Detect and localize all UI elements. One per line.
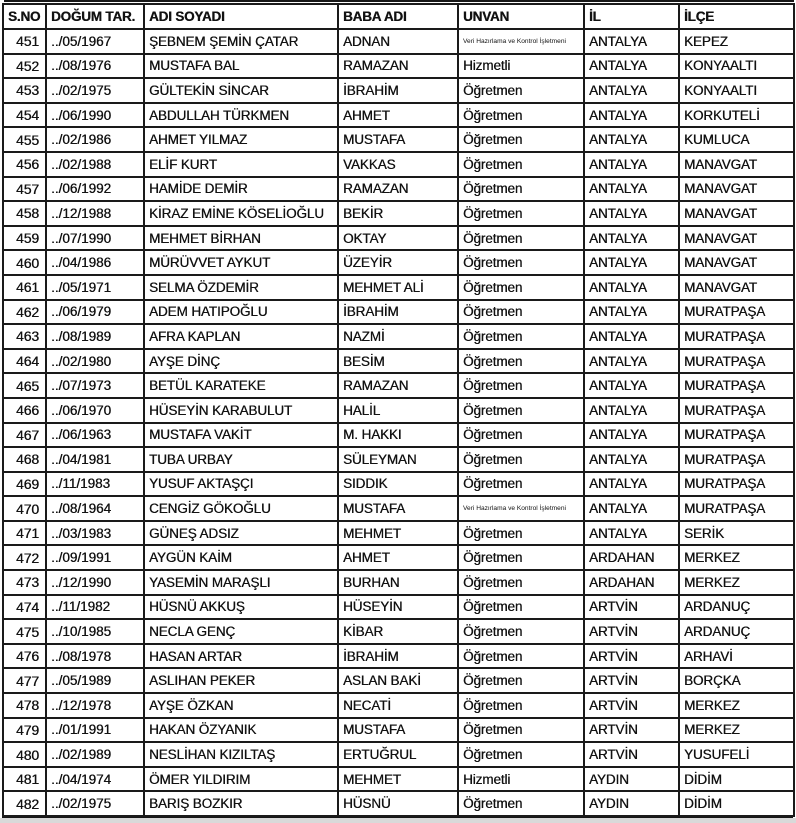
cell-ilce: MANAVGAT	[679, 275, 794, 300]
cell-sno: 481	[3, 767, 46, 792]
cell-adi-soyadi: ŞEBNEM ŞEMİN ÇATAR	[144, 29, 338, 54]
cell-adi-soyadi: HÜSEYİN KARABULUT	[144, 398, 338, 423]
cell-sno: 453	[3, 78, 46, 103]
cell-ilce: MANAVGAT	[679, 250, 794, 275]
cell-il: ANTALYA	[584, 496, 679, 521]
cell-baba-adi: İBRAHİM	[338, 644, 458, 669]
cell-baba-adi: HÜSNÜ	[338, 791, 458, 816]
cell-adi-soyadi: MÜRÜVVET AYKUT	[144, 250, 338, 275]
cell-adi-soyadi: AHMET YILMAZ	[144, 127, 338, 152]
cell-il: ANTALYA	[584, 226, 679, 251]
cell-ilce: MURATPAŞA	[679, 324, 794, 349]
cell-ilce: SERİK	[679, 521, 794, 546]
cell-adi-soyadi: SELMA ÖZDEMİR	[144, 275, 338, 300]
column-header-unvan: UNVAN	[458, 4, 584, 29]
cell-sno: 472	[3, 545, 46, 570]
cell-baba-adi: NAZMİ	[338, 324, 458, 349]
table-row	[3, 250, 794, 275]
column-header-sno: S.NO	[3, 4, 46, 29]
cell-dogum-tar: ../04/1974	[46, 767, 144, 792]
table-row	[3, 668, 794, 693]
cell-baba-adi: ADNAN	[338, 29, 458, 54]
cell-dogum-tar: ../05/1971	[46, 275, 144, 300]
cell-unvan: Öğretmen	[458, 472, 584, 497]
table-row	[3, 545, 794, 570]
table-row	[3, 103, 794, 128]
cell-il: ARTVİN	[584, 644, 679, 669]
cell-unvan: Öğretmen	[458, 78, 584, 103]
table-row	[3, 349, 794, 374]
cell-il: ANTALYA	[584, 177, 679, 202]
table-row	[3, 693, 794, 718]
cell-sno: 457	[3, 177, 46, 202]
cell-adi-soyadi: NESLİHAN KIZILTAŞ	[144, 742, 338, 767]
cell-dogum-tar: ../05/1967	[46, 29, 144, 54]
cell-unvan: Öğretmen	[458, 226, 584, 251]
cell-dogum-tar: ../02/1989	[46, 742, 144, 767]
cell-dogum-tar: ../06/1963	[46, 423, 144, 448]
cell-adi-soyadi: MUSTAFA VAKİT	[144, 423, 338, 448]
cell-sno: 465	[3, 373, 46, 398]
cell-il: ARTVİN	[584, 718, 679, 743]
cell-dogum-tar: ../01/1991	[46, 718, 144, 743]
cell-baba-adi: SÜLEYMAN	[338, 447, 458, 472]
cell-il: ANTALYA	[584, 423, 679, 448]
table-row	[3, 423, 794, 448]
cell-il: ANTALYA	[584, 373, 679, 398]
cell-il: ANTALYA	[584, 103, 679, 128]
cell-unvan: Öğretmen	[458, 791, 584, 816]
cell-adi-soyadi: NECLA GENÇ	[144, 619, 338, 644]
cell-dogum-tar: ../12/1988	[46, 201, 144, 226]
cell-unvan: Öğretmen	[458, 275, 584, 300]
table-row	[3, 201, 794, 226]
cell-dogum-tar: ../07/1973	[46, 373, 144, 398]
cell-baba-adi: MUSTAFA	[338, 718, 458, 743]
cell-sno: 456	[3, 152, 46, 177]
cell-baba-adi: İBRAHİM	[338, 300, 458, 325]
cell-baba-adi: NECATİ	[338, 693, 458, 718]
cell-sno: 474	[3, 595, 46, 620]
cell-baba-adi: RAMAZAN	[338, 54, 458, 79]
cell-dogum-tar: ../02/1980	[46, 349, 144, 374]
cell-adi-soyadi: YASEMİN MARAŞLI	[144, 570, 338, 595]
cell-unvan: Öğretmen	[458, 127, 584, 152]
cell-adi-soyadi: GÜNEŞ ADSIZ	[144, 521, 338, 546]
cell-ilce: MURATPAŞA	[679, 447, 794, 472]
table-row	[3, 742, 794, 767]
cell-baba-adi: RAMAZAN	[338, 373, 458, 398]
cell-sno: 468	[3, 447, 46, 472]
cell-adi-soyadi: TUBA URBAY	[144, 447, 338, 472]
cell-unvan: Öğretmen	[458, 324, 584, 349]
cell-adi-soyadi: AYŞE DİNÇ	[144, 349, 338, 374]
cell-sno: 471	[3, 521, 46, 546]
cell-sno: 459	[3, 226, 46, 251]
cell-sno: 479	[3, 718, 46, 743]
cell-unvan: Hizmetli	[458, 54, 584, 79]
cell-ilce: MANAVGAT	[679, 201, 794, 226]
cell-sno: 451	[3, 29, 46, 54]
cell-dogum-tar: ../10/1985	[46, 619, 144, 644]
cell-ilce: KONYAALTI	[679, 78, 794, 103]
cell-ilce: MURATPAŞA	[679, 349, 794, 374]
cell-il: ANTALYA	[584, 300, 679, 325]
cell-ilce: MURATPAŞA	[679, 423, 794, 448]
cell-unvan: Öğretmen	[458, 103, 584, 128]
cell-sno: 461	[3, 275, 46, 300]
cell-adi-soyadi: MUSTAFA BAL	[144, 54, 338, 79]
table-body	[3, 29, 794, 816]
cell-baba-adi: ÜZEYİR	[338, 250, 458, 275]
table-row	[3, 152, 794, 177]
personnel-table	[2, 3, 795, 817]
table-row	[3, 398, 794, 423]
cell-adi-soyadi: ABDULLAH TÜRKMEN	[144, 103, 338, 128]
cell-baba-adi: SIDDIK	[338, 472, 458, 497]
cell-ilce: ARDANUÇ	[679, 595, 794, 620]
cell-sno: 460	[3, 250, 46, 275]
cell-unvan: Veri Hazırlama ve Kontrol İşletmeni	[458, 29, 584, 54]
cell-il: ANTALYA	[584, 127, 679, 152]
cell-unvan: Öğretmen	[458, 373, 584, 398]
cell-baba-adi: MEHMET ALİ	[338, 275, 458, 300]
cell-adi-soyadi: ADEM HATIPOĞLU	[144, 300, 338, 325]
cell-unvan: Öğretmen	[458, 447, 584, 472]
cell-ilce: KONYAALTI	[679, 54, 794, 79]
cell-adi-soyadi: MEHMET BİRHAN	[144, 226, 338, 251]
cell-sno: 462	[3, 300, 46, 325]
cell-unvan: Öğretmen	[458, 718, 584, 743]
cell-dogum-tar: ../04/1981	[46, 447, 144, 472]
cell-sno: 470	[3, 496, 46, 521]
cell-unvan: Öğretmen	[458, 570, 584, 595]
cell-sno: 466	[3, 398, 46, 423]
table-row	[3, 373, 794, 398]
cell-baba-adi: HALİL	[338, 398, 458, 423]
cell-ilce: MERKEZ	[679, 545, 794, 570]
cell-ilce: MANAVGAT	[679, 177, 794, 202]
cell-adi-soyadi: ELİF KURT	[144, 152, 338, 177]
cell-sno: 467	[3, 423, 46, 448]
cell-il: ARDAHAN	[584, 570, 679, 595]
column-header-il: İL	[584, 4, 679, 29]
cell-dogum-tar: ../02/1975	[46, 78, 144, 103]
cell-dogum-tar: ../06/1990	[46, 103, 144, 128]
cell-sno: 478	[3, 693, 46, 718]
cell-unvan: Öğretmen	[458, 595, 584, 620]
table-row	[3, 619, 794, 644]
cell-dogum-tar: ../08/1989	[46, 324, 144, 349]
cell-adi-soyadi: HASAN ARTAR	[144, 644, 338, 669]
cell-ilce: KORKUTELİ	[679, 103, 794, 128]
cell-baba-adi: M. HAKKI	[338, 423, 458, 448]
cell-unvan: Öğretmen	[458, 349, 584, 374]
table-row	[3, 496, 794, 521]
cell-dogum-tar: ../03/1983	[46, 521, 144, 546]
cell-il: ARTVİN	[584, 619, 679, 644]
table-row	[3, 644, 794, 669]
cell-il: ANTALYA	[584, 398, 679, 423]
cell-il: ANTALYA	[584, 250, 679, 275]
cell-ilce: MERKEZ	[679, 570, 794, 595]
table-row	[3, 791, 794, 816]
table-row	[3, 570, 794, 595]
cell-dogum-tar: ../05/1989	[46, 668, 144, 693]
cell-unvan: Öğretmen	[458, 177, 584, 202]
table-row	[3, 226, 794, 251]
cell-il: AYDIN	[584, 791, 679, 816]
cell-dogum-tar: ../08/1976	[46, 54, 144, 79]
cell-dogum-tar: ../11/1982	[46, 595, 144, 620]
cell-adi-soyadi: AYGÜN KAİM	[144, 545, 338, 570]
cell-adi-soyadi: YUSUF AKTAŞÇI	[144, 472, 338, 497]
cell-unvan: Veri Hazırlama ve Kontrol İşletmeni	[458, 496, 584, 521]
cell-sno: 480	[3, 742, 46, 767]
table-row	[3, 54, 794, 79]
table-row	[3, 767, 794, 792]
cell-il: ANTALYA	[584, 54, 679, 79]
column-header-dogum-tar: DOĞUM TAR.	[46, 4, 144, 29]
cell-dogum-tar: ../06/1970	[46, 398, 144, 423]
cell-ilce: MURATPAŞA	[679, 398, 794, 423]
cell-baba-adi: MEHMET	[338, 767, 458, 792]
cell-baba-adi: MUSTAFA	[338, 496, 458, 521]
cell-adi-soyadi: HAMİDE DEMİR	[144, 177, 338, 202]
cell-unvan: Öğretmen	[458, 521, 584, 546]
cell-dogum-tar: ../11/1983	[46, 472, 144, 497]
cell-baba-adi: ASLAN BAKİ	[338, 668, 458, 693]
cell-baba-adi: KİBAR	[338, 619, 458, 644]
cell-il: ANTALYA	[584, 349, 679, 374]
cell-il: ANTALYA	[584, 78, 679, 103]
cell-il: ANTALYA	[584, 447, 679, 472]
cell-il: ANTALYA	[584, 324, 679, 349]
cell-sno: 476	[3, 644, 46, 669]
cell-unvan: Hizmetli	[458, 767, 584, 792]
cell-sno: 477	[3, 668, 46, 693]
cell-ilce: KUMLUCA	[679, 127, 794, 152]
cell-sno: 473	[3, 570, 46, 595]
cell-unvan: Öğretmen	[458, 693, 584, 718]
cell-adi-soyadi: ASLIHAN PEKER	[144, 668, 338, 693]
cell-sno: 475	[3, 619, 46, 644]
cell-dogum-tar: ../08/1964	[46, 496, 144, 521]
cell-dogum-tar: ../02/1988	[46, 152, 144, 177]
cell-sno: 463	[3, 324, 46, 349]
cell-unvan: Öğretmen	[458, 644, 584, 669]
cell-baba-adi: HÜSEYİN	[338, 595, 458, 620]
cell-il: ANTALYA	[584, 29, 679, 54]
cell-dogum-tar: ../09/1991	[46, 545, 144, 570]
cell-dogum-tar: ../04/1986	[46, 250, 144, 275]
table-row	[3, 78, 794, 103]
cell-adi-soyadi: ÖMER YILDIRIM	[144, 767, 338, 792]
cell-baba-adi: AHMET	[338, 545, 458, 570]
cell-il: ARTVİN	[584, 693, 679, 718]
cell-sno: 458	[3, 201, 46, 226]
table-row	[3, 177, 794, 202]
cell-dogum-tar: ../06/1979	[46, 300, 144, 325]
cell-ilce: MURATPAŞA	[679, 472, 794, 497]
cell-il: ARTVİN	[584, 668, 679, 693]
cell-il: ANTALYA	[584, 201, 679, 226]
cell-baba-adi: AHMET	[338, 103, 458, 128]
cell-unvan: Öğretmen	[458, 545, 584, 570]
table-row	[3, 29, 794, 54]
cell-ilce: MURATPAŞA	[679, 373, 794, 398]
cell-ilce: BORÇKA	[679, 668, 794, 693]
table-row	[3, 472, 794, 497]
cell-adi-soyadi: KİRAZ EMİNE KÖSELİOĞLU	[144, 201, 338, 226]
cell-il: AYDIN	[584, 767, 679, 792]
cell-baba-adi: MUSTAFA	[338, 127, 458, 152]
cell-baba-adi: BESİM	[338, 349, 458, 374]
cell-unvan: Öğretmen	[458, 668, 584, 693]
table-row	[3, 521, 794, 546]
cell-adi-soyadi: CENGİZ GÖKOĞLU	[144, 496, 338, 521]
cell-adi-soyadi: AYŞE ÖZKAN	[144, 693, 338, 718]
cell-baba-adi: BEKİR	[338, 201, 458, 226]
cell-sno: 452	[3, 54, 46, 79]
cell-adi-soyadi: BARIŞ BOZKIR	[144, 791, 338, 816]
cell-ilce: MURATPAŞA	[679, 300, 794, 325]
cell-unvan: Öğretmen	[458, 300, 584, 325]
table-row	[3, 127, 794, 152]
cell-ilce: YUSUFELİ	[679, 742, 794, 767]
cell-sno: 469	[3, 472, 46, 497]
cell-adi-soyadi: GÜLTEKİN SİNCAR	[144, 78, 338, 103]
cell-sno: 482	[3, 791, 46, 816]
cell-ilce: KEPEZ	[679, 29, 794, 54]
cell-baba-adi: ERTUĞRUL	[338, 742, 458, 767]
cell-il: ARTVİN	[584, 595, 679, 620]
cell-baba-adi: BURHAN	[338, 570, 458, 595]
cell-ilce: MERKEZ	[679, 693, 794, 718]
column-header-ilce: İLÇE	[679, 4, 794, 29]
cell-ilce: ARHAVİ	[679, 644, 794, 669]
table-row	[3, 324, 794, 349]
scanner-bed-strip	[0, 818, 796, 823]
cell-il: ANTALYA	[584, 521, 679, 546]
cell-unvan: Öğretmen	[458, 201, 584, 226]
cell-ilce: DİDİM	[679, 791, 794, 816]
table-row	[3, 275, 794, 300]
cell-dogum-tar: ../12/1990	[46, 570, 144, 595]
cell-il: ARDAHAN	[584, 545, 679, 570]
cell-unvan: Öğretmen	[458, 619, 584, 644]
cell-dogum-tar: ../08/1978	[46, 644, 144, 669]
cell-baba-adi: İBRAHİM	[338, 78, 458, 103]
table-row	[3, 447, 794, 472]
cell-baba-adi: MEHMET	[338, 521, 458, 546]
cell-unvan: Öğretmen	[458, 423, 584, 448]
cell-sno: 455	[3, 127, 46, 152]
cell-ilce: DİDİM	[679, 767, 794, 792]
cell-ilce: MERKEZ	[679, 718, 794, 743]
table-row	[3, 718, 794, 743]
table-row	[3, 595, 794, 620]
cell-adi-soyadi: HAKAN ÖZYANIK	[144, 718, 338, 743]
cell-il: ANTALYA	[584, 152, 679, 177]
table-header-row	[3, 4, 794, 29]
cell-baba-adi: RAMAZAN	[338, 177, 458, 202]
cell-adi-soyadi: AFRA KAPLAN	[144, 324, 338, 349]
cell-il: ANTALYA	[584, 472, 679, 497]
cell-adi-soyadi: BETÜL KARATEKE	[144, 373, 338, 398]
cell-il: ARTVİN	[584, 742, 679, 767]
cell-unvan: Öğretmen	[458, 742, 584, 767]
cell-sno: 454	[3, 103, 46, 128]
cell-il: ANTALYA	[584, 275, 679, 300]
cell-dogum-tar: ../02/1975	[46, 791, 144, 816]
cell-dogum-tar: ../07/1990	[46, 226, 144, 251]
cell-ilce: ARDANUÇ	[679, 619, 794, 644]
cell-adi-soyadi: HÜSNÜ AKKUŞ	[144, 595, 338, 620]
cell-unvan: Öğretmen	[458, 152, 584, 177]
cell-ilce: MURATPAŞA	[679, 496, 794, 521]
cell-ilce: MANAVGAT	[679, 152, 794, 177]
cell-dogum-tar: ../02/1986	[46, 127, 144, 152]
cell-unvan: Öğretmen	[458, 250, 584, 275]
cell-baba-adi: VAKKAS	[338, 152, 458, 177]
table-row	[3, 300, 794, 325]
cell-dogum-tar: ../12/1978	[46, 693, 144, 718]
cell-sno: 464	[3, 349, 46, 374]
cell-dogum-tar: ../06/1992	[46, 177, 144, 202]
cell-unvan: Öğretmen	[458, 398, 584, 423]
cell-baba-adi: OKTAY	[338, 226, 458, 251]
column-header-baba-adi: BABA ADI	[338, 4, 458, 29]
cell-ilce: MANAVGAT	[679, 226, 794, 251]
column-header-adi-soyadi: ADI SOYADI	[144, 4, 338, 29]
scan-artifact-line	[4, 0, 794, 2]
